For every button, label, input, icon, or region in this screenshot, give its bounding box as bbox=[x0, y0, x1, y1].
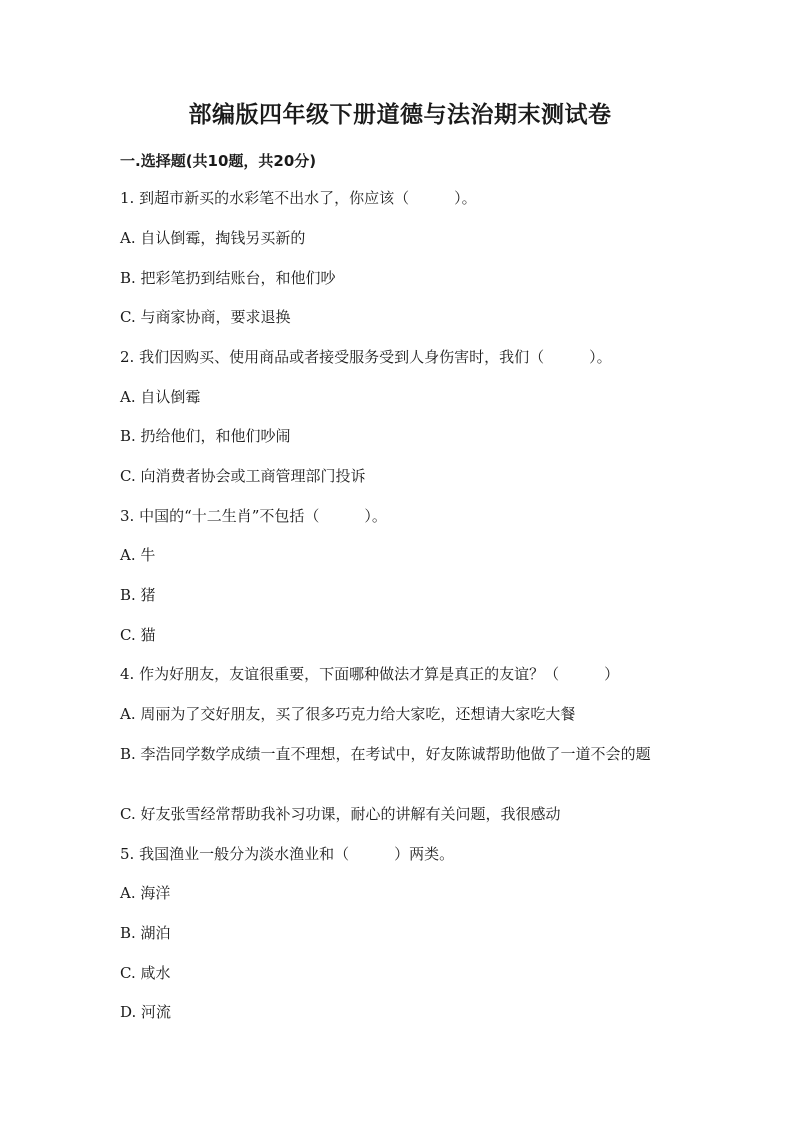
question-2-option-b: B. 扔给他们，和他们吵闹 bbox=[120, 427, 291, 445]
question-1-option-c: C. 与商家协商，要求退换 bbox=[120, 308, 291, 326]
question-4-stem: 4. 作为好朋友，友谊很重要，下面哪种做法才算是真正的友谊？（ ） bbox=[120, 665, 620, 683]
question-1-stem: 1. 到超市新买的水彩笔不出水了，你应该（ ）。 bbox=[120, 189, 477, 207]
question-5-option-b: B. 湖泊 bbox=[120, 924, 171, 942]
question-5-stem: 5. 我国渔业一般分为淡水渔业和（ ）两类。 bbox=[120, 845, 455, 863]
question-3-option-a: A. 牛 bbox=[120, 546, 156, 564]
question-2-option-c: C. 向消费者协会或工商管理部门投诉 bbox=[120, 467, 366, 485]
question-3-option-b: B. 猪 bbox=[120, 586, 156, 604]
question-5-option-c: C. 咸水 bbox=[120, 964, 171, 982]
section-heading: 一.选择题(共10题，共20分) bbox=[120, 152, 317, 170]
question-1-option-b: B. 把彩笔扔到结账台，和他们吵 bbox=[120, 269, 336, 287]
question-3-stem: 3. 中国的“十二生肖”不包括（ ）。 bbox=[120, 507, 387, 525]
question-3-option-c: C. 猫 bbox=[120, 626, 156, 644]
question-4-option-b: B. 李浩同学数学成绩一直不理想，在考试中，好友陈诚帮助他做了一道不会的题 bbox=[120, 745, 651, 763]
question-4-option-c: C. 好友张雪经常帮助我补习功课，耐心的讲解有关问题，我很感动 bbox=[120, 805, 561, 823]
question-5-option-d: D. 河流 bbox=[120, 1003, 172, 1021]
question-4-option-a: A. 周丽为了交好朋友，买了很多巧克力给大家吃，还想请大家吃大餐 bbox=[120, 705, 576, 723]
question-2-stem: 2. 我们因购买、使用商品或者接受服务受到人身伤害时，我们（ ）。 bbox=[120, 348, 612, 366]
question-5-option-a: A. 海洋 bbox=[120, 884, 171, 902]
question-2-option-a: A. 自认倒霉 bbox=[120, 388, 201, 406]
page-title: 部编版四年级下册道德与法治期末测试卷 bbox=[188, 101, 612, 128]
question-1-option-a: A. 自认倒霉，掏钱另买新的 bbox=[120, 229, 306, 247]
